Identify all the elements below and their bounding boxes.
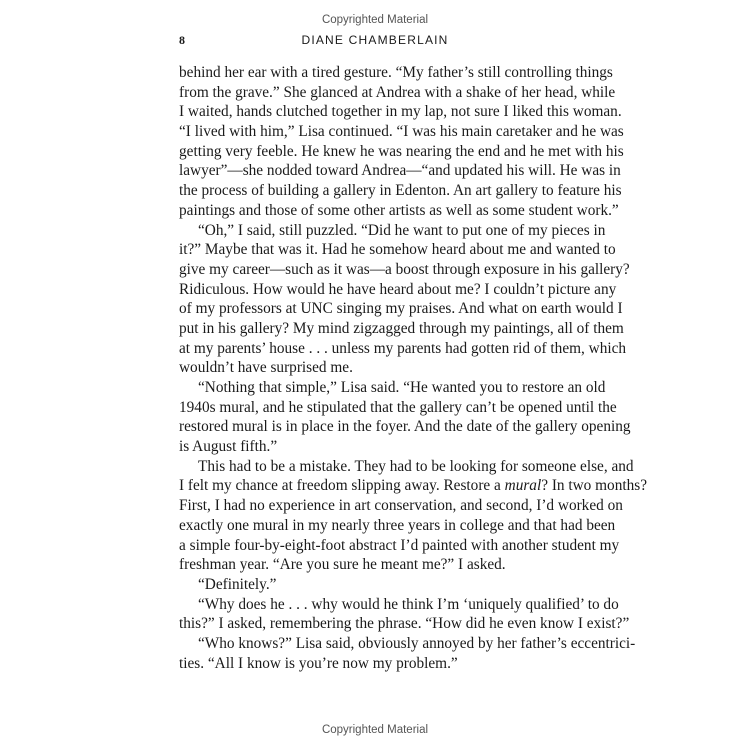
page-number: 8 (179, 33, 185, 47)
text-line-content: “Nothing that simple,” Lisa said. “He wanted you to restore an old (198, 379, 606, 396)
text-line-content: “Why does he . . . why would he think I’m ‘uniquely qualified’ to do (198, 595, 619, 613)
text-line-content: give my career—such as it was—a boost through exposure in his gallery? (179, 260, 630, 278)
text-line-content: “Oh,” I said, still puzzled. “Did he want to put one of my pieces in (198, 221, 606, 239)
text-line (179, 339, 627, 359)
text-line-content: 1940s mural, and he stipulated that the gallery can’t be opened until the (179, 398, 617, 416)
text-line (179, 496, 623, 516)
text-line-content: at my parents’ house . . . unless my parents had gotten rid of them, which (179, 339, 627, 357)
text-line (179, 614, 630, 634)
text-line (179, 221, 606, 241)
text-line-content: First, I had no experience in art conservation, and second, I’d worked on (179, 497, 623, 515)
running-head: DIANE CHAMBERLAIN (301, 33, 449, 47)
text-line (179, 398, 617, 418)
body-text (179, 63, 647, 673)
text-line-content: ties. “All I know is you’re now my problem.” (179, 654, 458, 672)
text-line (179, 201, 619, 221)
text-line-content: “Who knows?” Lisa said, obviously annoyed by her father’s eccentrici- (198, 634, 636, 652)
text-line (179, 457, 634, 477)
text-line (179, 142, 624, 162)
copyright-watermark-bottom: Copyrighted Material (321, 724, 429, 736)
text-line (179, 240, 616, 260)
text-line (179, 122, 624, 142)
text-line (179, 358, 560, 378)
text-line (179, 299, 623, 319)
text-line (179, 319, 624, 339)
text-line-content: of my professors at UNC singing my praises. And what on earth would I (179, 300, 623, 318)
text-line (179, 181, 622, 201)
text-line-content: I waited, hands clutched together in my lap, not sure I liked this woman. (179, 103, 622, 121)
text-line-content: is August fifth.” (179, 438, 278, 456)
copyright-watermark-top: Copyrighted Material (321, 14, 429, 26)
text-line (179, 280, 617, 300)
text-line-content: behind her ear with a tired gesture. “My father’s still controlling things (179, 64, 613, 81)
text-line-continuation: ? In two months? (541, 477, 647, 495)
text-line-content: the process of building a gallery in Edenton. An art gallery to feature his (179, 182, 622, 200)
text-line (179, 83, 616, 103)
text-line-content: This had to be a mistake. They had to be looking for someone else, and (198, 457, 634, 475)
text-line (179, 555, 560, 575)
text-line-content: a simple four-by-eight-foot abstract I’d painted with another student my (179, 536, 620, 554)
text-line-content: exactly one mural in my nearly three years in college and that had been (179, 516, 616, 534)
text-line (179, 595, 619, 615)
text-line (179, 634, 636, 654)
text-line-content: restored mural is in place in the foyer. And the date of the gallery opening (179, 418, 631, 436)
text-line (179, 437, 560, 457)
text-line-content: from the grave.” She glanced at Andrea with a shake of her head, while (179, 83, 616, 101)
text-line-content: getting very feeble. He knew he was nearing the end and he met with his (179, 142, 624, 160)
text-line (179, 102, 622, 122)
text-line-content: it?” Maybe that was it. Had he somehow heard about me and wanted to (179, 241, 616, 259)
text-line-content: paintings and those of some other artists as well as some student work.” (179, 201, 619, 219)
text-line-content: wouldn’t have surprised me. (179, 359, 353, 377)
text-line (179, 575, 560, 595)
text-line-content: I felt my chance at freedom slipping away. Restore a (179, 477, 505, 495)
text-line (179, 417, 631, 437)
text-line-content: this?” I asked, remembering the phrase. “How did he even know I exist?” (179, 615, 630, 633)
text-line (179, 516, 616, 536)
text-line-content: lawyer”—she nodded toward Andrea—“and updated his will. He was in (179, 162, 621, 180)
text-line-content: freshman year. “Are you sure he meant me?” I asked. (179, 556, 506, 574)
text-line (179, 161, 621, 181)
italic-word: mural (504, 477, 542, 495)
text-line (179, 654, 560, 674)
text-line-content: “Definitely.” (198, 575, 277, 593)
text-line (179, 63, 613, 83)
text-line-content: Ridiculous. How would he have heard about me? I couldn’t picture any (179, 280, 617, 298)
text-line (179, 378, 606, 398)
text-line (179, 476, 647, 496)
text-line (179, 260, 630, 280)
text-line (179, 536, 620, 556)
text-line-content: “I lived with him,” Lisa continued. “I was his main caretaker and he was (179, 123, 624, 141)
text-line-content: put in his gallery? My mind zigzagged through my paintings, all of them (179, 319, 624, 337)
